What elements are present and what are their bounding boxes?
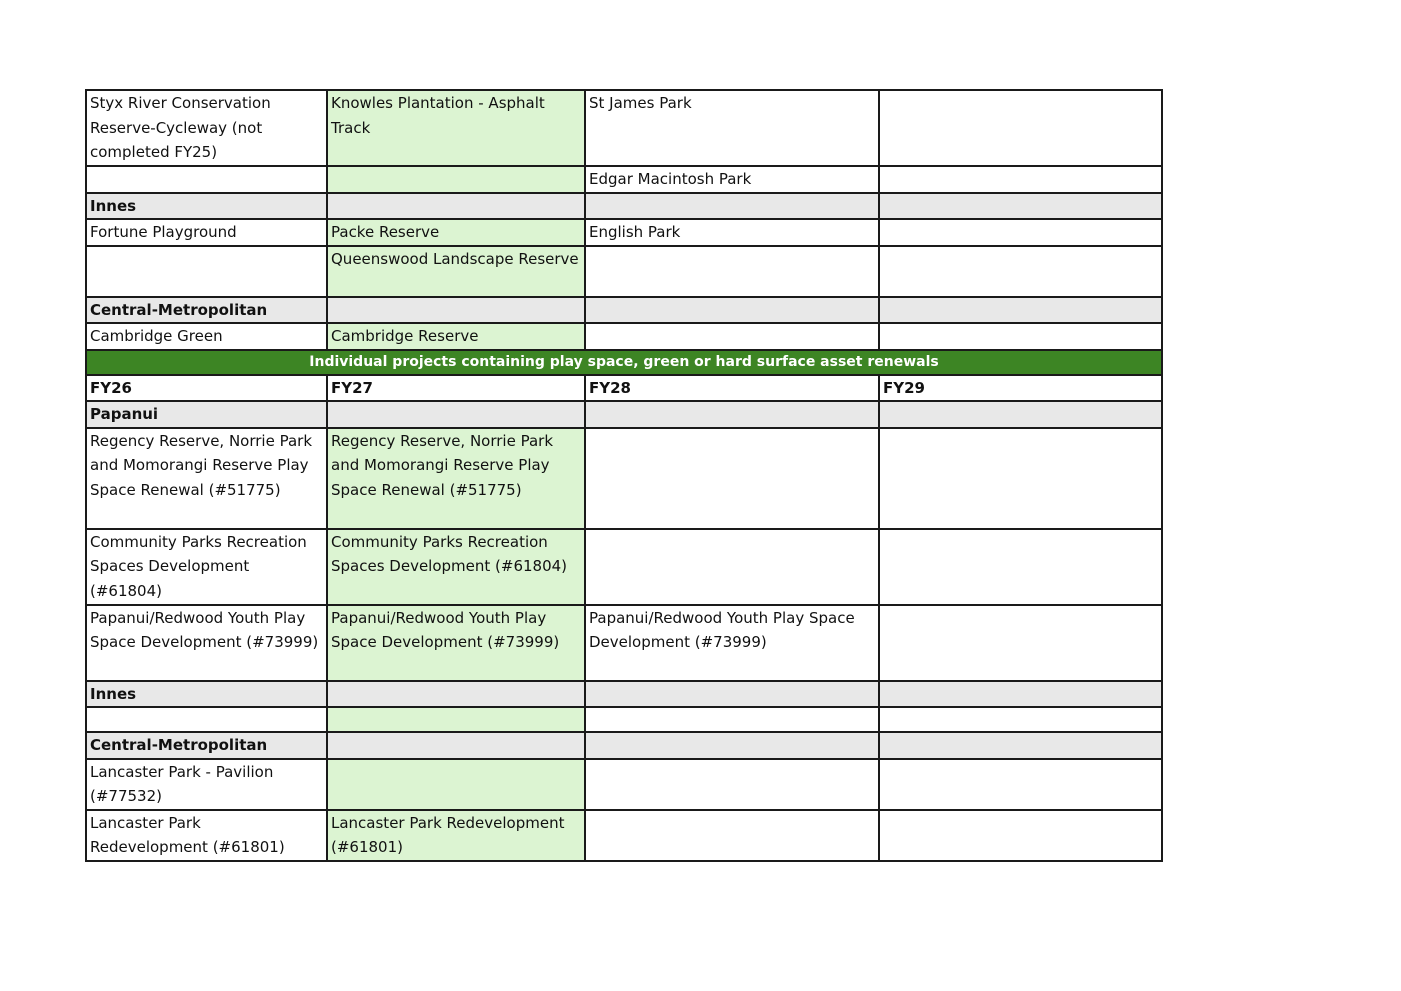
region-cell[interactable] — [879, 401, 1162, 428]
table-cell[interactable]: Cambridge Green — [86, 323, 327, 350]
region-cell[interactable] — [879, 732, 1162, 759]
year-header-row — [86, 375, 1162, 402]
region-cell[interactable] — [879, 681, 1162, 708]
region-cell[interactable] — [585, 401, 879, 428]
table-cell[interactable] — [879, 759, 1162, 810]
table-cell[interactable]: Lancaster Park - Pavilion (#77532) — [86, 759, 327, 810]
table-cell[interactable]: Community Parks Recreation Spaces Development (#61804) — [86, 529, 327, 605]
region-cell[interactable] — [327, 193, 585, 220]
table-cell[interactable] — [86, 246, 327, 297]
table-row — [86, 166, 1162, 193]
region-cell[interactable] — [879, 193, 1162, 220]
table-cell[interactable] — [585, 323, 879, 350]
table-row — [86, 246, 1162, 297]
table-cell[interactable]: Edgar Macintosh Park — [585, 166, 879, 193]
table-cell[interactable] — [879, 707, 1162, 732]
table-cell[interactable]: Styx River Conservation Reserve-Cycleway (not completed FY25) — [86, 90, 327, 166]
region-row — [86, 297, 1162, 324]
table-cell[interactable] — [585, 759, 879, 810]
table-cell[interactable]: Fortune Playground — [86, 219, 327, 246]
table-cell[interactable] — [879, 810, 1162, 861]
year-header-cell[interactable]: FY28 — [585, 375, 879, 402]
table-cell[interactable] — [327, 707, 585, 732]
table-row — [86, 323, 1162, 350]
sheet-body — [86, 90, 1162, 861]
table-cell[interactable] — [879, 529, 1162, 605]
region-cell[interactable] — [585, 732, 879, 759]
region-cell[interactable]: Innes — [86, 193, 327, 220]
table-cell[interactable] — [879, 166, 1162, 193]
table-cell[interactable] — [879, 90, 1162, 166]
table-cell[interactable]: Community Parks Recreation Spaces Development (#61804) — [327, 529, 585, 605]
table-cell[interactable]: Regency Reserve, Norrie Park and Momorangi Reserve Play Space Renewal (#51775) — [86, 428, 327, 529]
region-cell[interactable] — [585, 681, 879, 708]
table-cell[interactable]: Papanui/Redwood Youth Play Space Development (#73999) — [86, 605, 327, 681]
table-cell[interactable] — [879, 428, 1162, 529]
region-cell[interactable]: Innes — [86, 681, 327, 708]
region-cell[interactable] — [327, 732, 585, 759]
table-cell[interactable] — [879, 605, 1162, 681]
table-cell[interactable] — [327, 759, 585, 810]
table-row — [86, 605, 1162, 681]
table-cell[interactable] — [585, 529, 879, 605]
table-cell[interactable]: Lancaster Park Redevelopment (#61801) — [327, 810, 585, 861]
table-cell[interactable] — [879, 323, 1162, 350]
region-cell[interactable]: Central-Metropolitan — [86, 297, 327, 324]
region-cell[interactable] — [327, 401, 585, 428]
table-cell[interactable]: St James Park — [585, 90, 879, 166]
table-row — [86, 428, 1162, 529]
region-cell[interactable] — [879, 297, 1162, 324]
year-header-cell[interactable]: FY29 — [879, 375, 1162, 402]
table-row — [86, 810, 1162, 861]
region-cell[interactable] — [585, 193, 879, 220]
table-cell[interactable] — [879, 219, 1162, 246]
table-cell[interactable]: Papanui/Redwood Youth Play Space Development (#73999) — [585, 605, 879, 681]
table-cell[interactable]: English Park — [585, 219, 879, 246]
table-cell[interactable] — [86, 166, 327, 193]
table-cell[interactable] — [327, 166, 585, 193]
table-row — [86, 90, 1162, 166]
table-cell[interactable]: Knowles Plantation - Asphalt Track — [327, 90, 585, 166]
region-cell[interactable] — [327, 681, 585, 708]
table-row — [86, 759, 1162, 810]
table-cell[interactable] — [879, 246, 1162, 297]
table-cell[interactable] — [585, 428, 879, 529]
table-cell[interactable]: Regency Reserve, Norrie Park and Momorangi Reserve Play Space Renewal (#51775) — [327, 428, 585, 529]
table-cell[interactable]: Packe Reserve — [327, 219, 585, 246]
table-cell[interactable]: Lancaster Park Redevelopment (#61801) — [86, 810, 327, 861]
table-cell[interactable]: Papanui/Redwood Youth Play Space Development (#73999) — [327, 605, 585, 681]
table-row — [86, 219, 1162, 246]
year-header-cell[interactable]: FY27 — [327, 375, 585, 402]
table-row — [86, 707, 1162, 732]
projects-sheet — [85, 89, 1163, 862]
region-row — [86, 732, 1162, 759]
region-row — [86, 681, 1162, 708]
region-cell[interactable]: Papanui — [86, 401, 327, 428]
year-header-cell[interactable]: FY26 — [86, 375, 327, 402]
table-cell[interactable] — [86, 707, 327, 732]
table-cell[interactable] — [585, 246, 879, 297]
section-banner-row — [86, 350, 1162, 375]
table-cell[interactable]: Cambridge Reserve — [327, 323, 585, 350]
table-cell[interactable] — [585, 707, 879, 732]
region-row — [86, 401, 1162, 428]
table-cell[interactable]: Queenswood Landscape Reserve — [327, 246, 585, 297]
region-cell[interactable] — [327, 297, 585, 324]
section-banner[interactable]: Individual projects containing play space, green or hard surface asset renewals — [86, 350, 1162, 375]
region-cell[interactable]: Central-Metropolitan — [86, 732, 327, 759]
region-cell[interactable] — [585, 297, 879, 324]
region-row — [86, 193, 1162, 220]
table-cell[interactable] — [585, 810, 879, 861]
table-row — [86, 529, 1162, 605]
